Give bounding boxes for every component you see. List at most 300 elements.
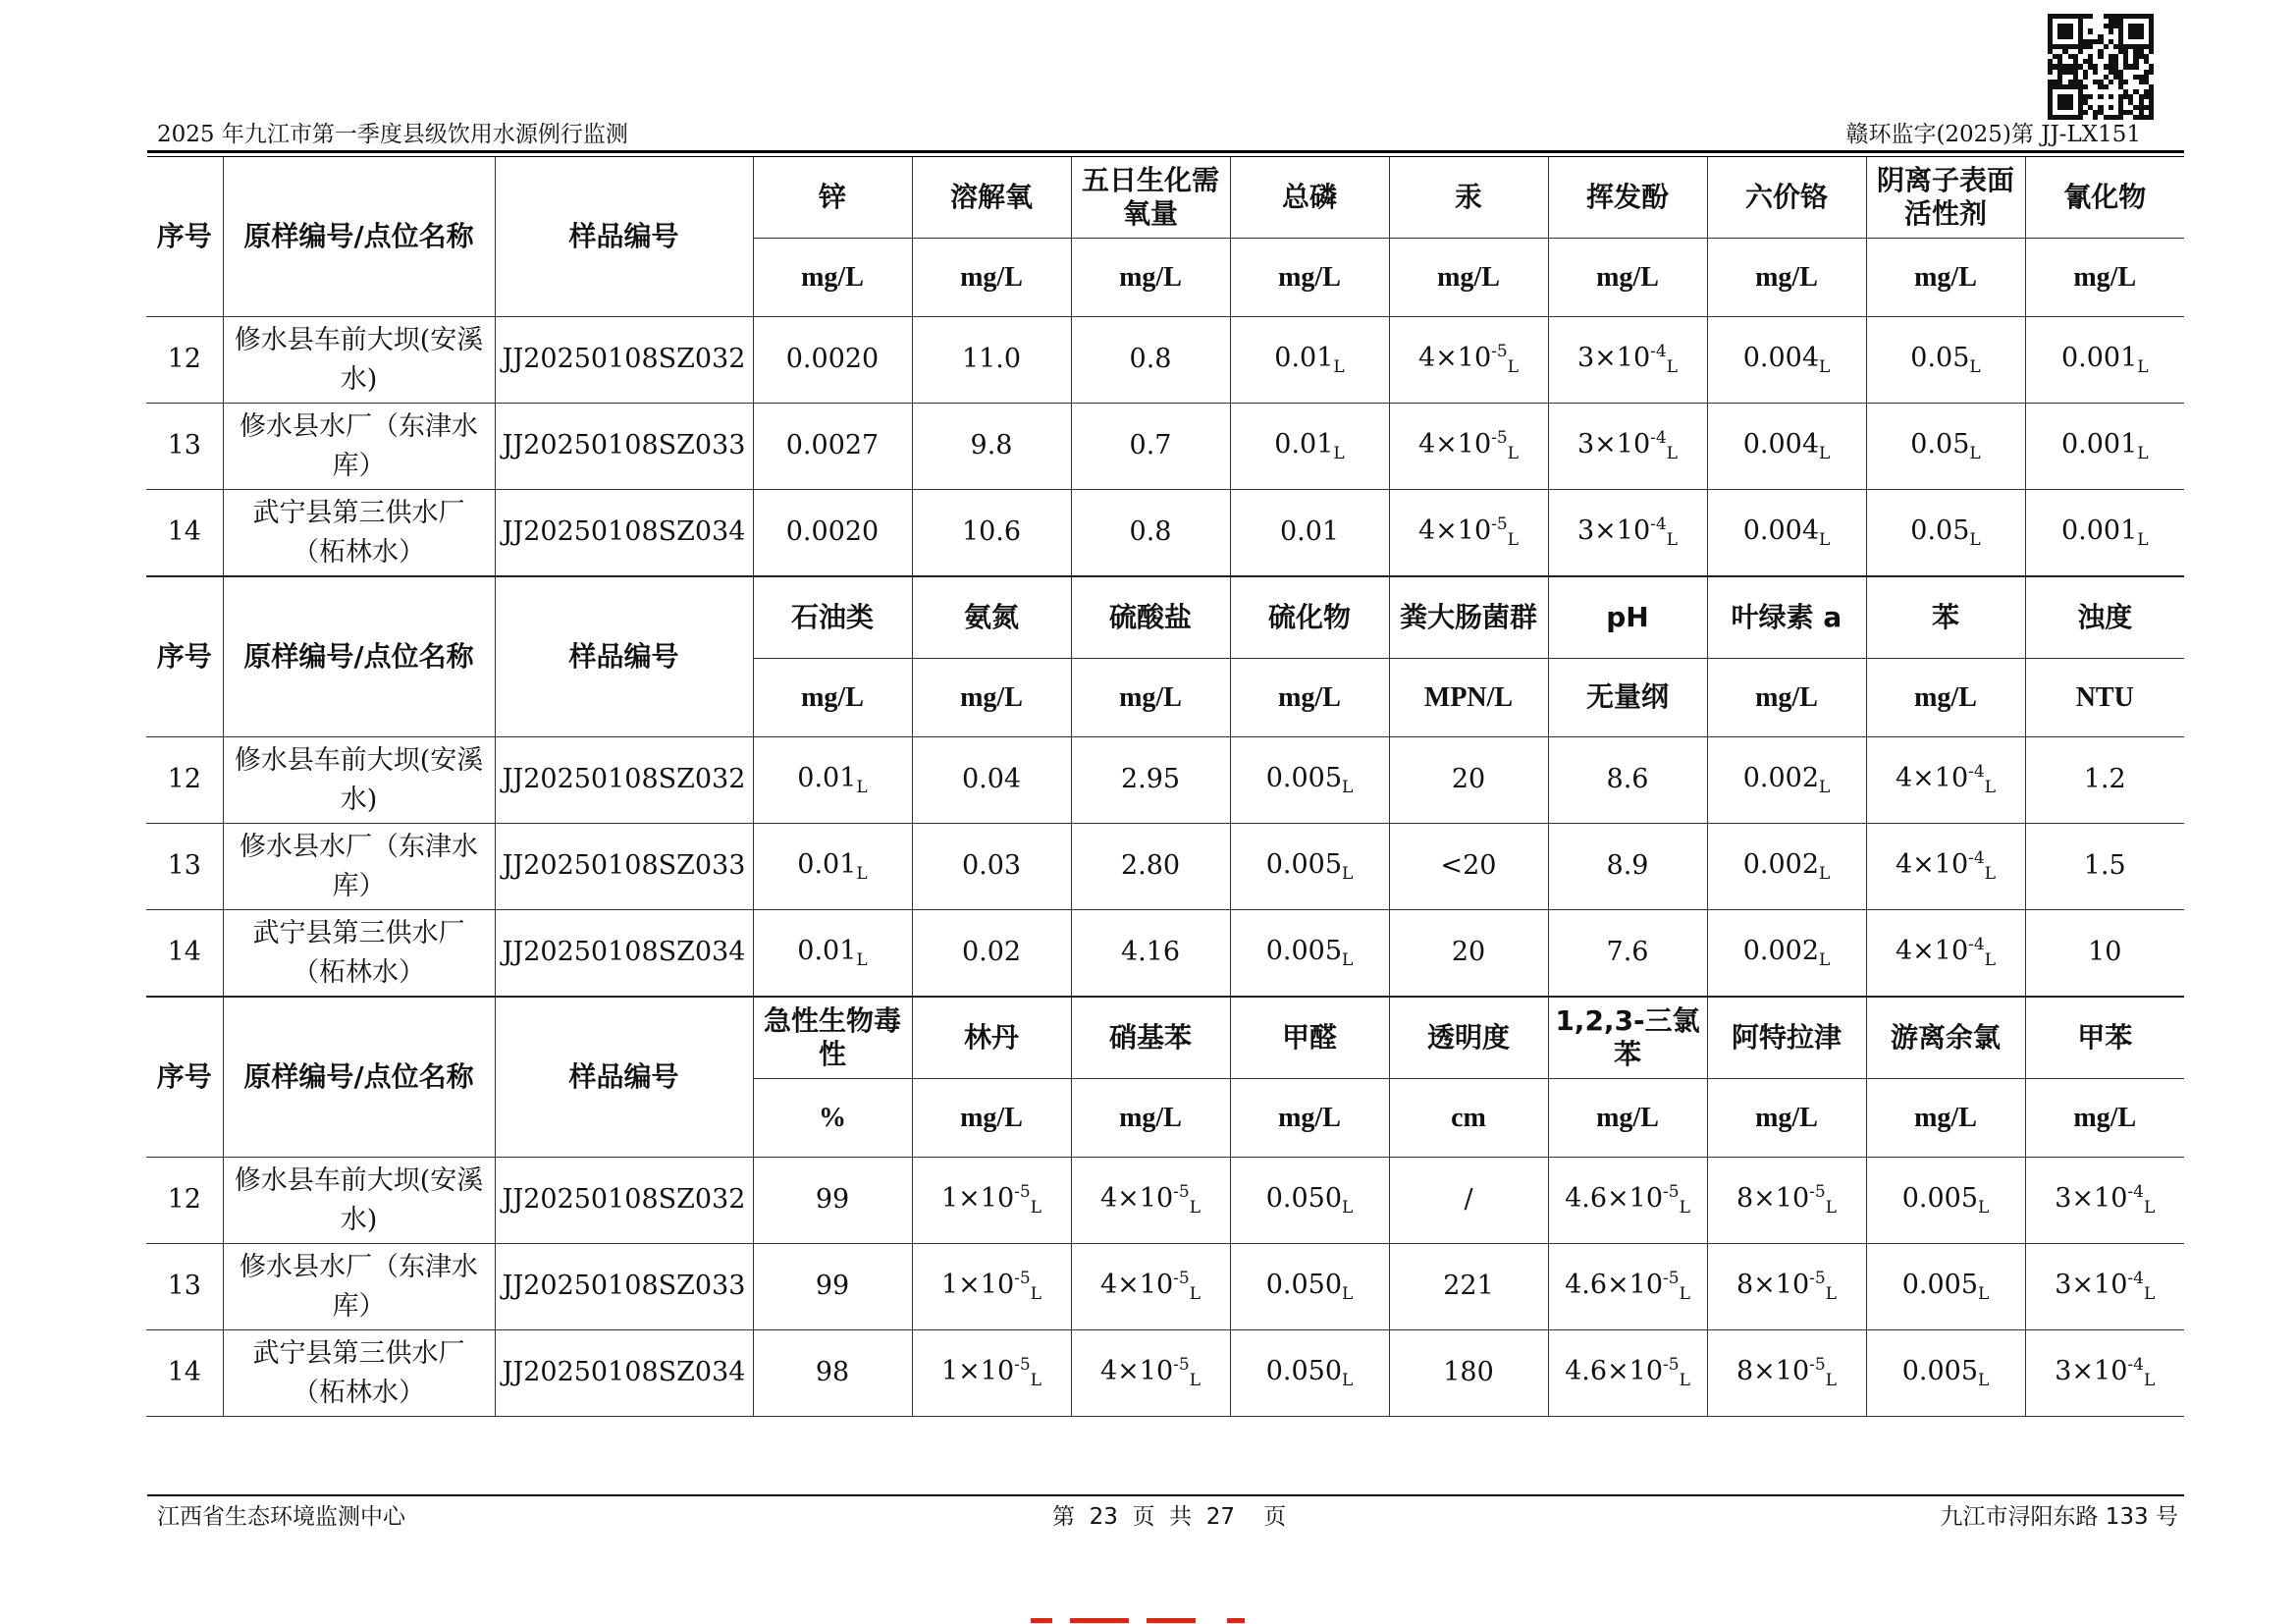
value-number: 4×10 [1895,849,1969,881]
location-cell: 修水县车前大坝(安溪水) [223,317,495,404]
value-number: 4×10 [1895,936,1969,967]
value-cell [1071,1330,1230,1417]
unit-header: mg/L [1707,1079,1866,1158]
location-cell: 武宁县第三供水厂（柘林水） [223,490,495,577]
parameter-header: 粪大肠菌群 [1389,576,1548,659]
value-exponent: -5 [1663,1355,1680,1376]
value-number: 0.005 [1901,1355,1978,1386]
parameter-header: 硝基苯 [1071,997,1230,1079]
value-number: 4×10 [1099,1183,1174,1215]
value-exponent: -5 [1173,1355,1190,1376]
value-cell [1071,490,1230,577]
below-detection-limit-flag: L [1342,863,1354,884]
value-cell [912,1158,1071,1244]
value-number: 0.01 [1274,428,1334,460]
value-cell [912,910,1071,998]
below-detection-limit-flag: L [856,863,868,884]
value-number: 0.002 [1742,762,1819,793]
below-detection-limit-flag: L [1507,357,1520,378]
unit-header: mg/L [753,659,912,737]
value-cell [753,317,912,404]
value-cell [1866,1158,2025,1244]
below-detection-limit-flag: L [1333,356,1345,377]
value-number: 4.6×10 [1565,1270,1664,1301]
value-number: 3×10 [1576,515,1651,547]
value-cell [1866,1244,2025,1330]
value-number: 0.02 [961,937,1022,968]
value-number: 0.002 [1742,935,1819,966]
value-cell [1071,910,1230,998]
value-number: 180 [1443,1357,1494,1388]
seq-cell: 14 [146,1330,223,1417]
value-cell [1866,317,2025,404]
value-number: 4×10 [1417,429,1492,460]
below-detection-limit-flag: L [2143,1198,2156,1218]
value-number: 4×10 [1417,343,1492,374]
unit-header: mg/L [1071,1079,1230,1158]
value-cell [1707,1244,1866,1330]
unit-header: mg/L [1230,1079,1389,1158]
table-header-row [146,997,2184,1079]
value-number: 3×10 [1576,343,1651,374]
value-number: 0.05 [1910,514,1970,546]
sample-id-cell: JJ20250108SZ033 [495,1244,753,1330]
value-number: 3×10 [1576,429,1651,460]
value-number: 1.5 [2083,850,2126,882]
value-exponent: -4 [2127,1269,2144,1289]
below-detection-limit-flag: L [1819,949,1831,970]
value-cell [2025,737,2184,824]
value-number: 4×10 [1099,1356,1174,1387]
table-row [146,317,2184,404]
below-detection-limit-flag: L [1819,356,1831,377]
value-cell [1389,824,1548,910]
below-detection-limit-flag: L [1825,1198,1838,1218]
value-number: 0.004 [1742,428,1819,460]
value-cell [912,1244,1071,1330]
unit-header: mg/L [1071,239,1230,317]
value-cell [753,824,912,910]
sample-id-cell: JJ20250108SZ032 [495,737,753,824]
below-detection-limit-flag: L [1825,1371,1838,1391]
value-cell [1230,490,1389,577]
value-cell [1548,317,1707,404]
location-header: 原样编号/点位名称 [223,576,495,737]
value-cell [912,317,1071,404]
value-number: 0.002 [1742,848,1819,880]
below-detection-limit-flag: L [1679,1198,1690,1218]
value-number: 221 [1443,1271,1494,1302]
value-number: 99 [815,1271,850,1302]
value-number: 4×10 [1099,1270,1174,1301]
value-cell [912,490,1071,577]
below-detection-limit-flag: L [1969,356,1981,377]
value-cell [2025,910,2184,998]
value-number: / [1464,1184,1473,1216]
parameter-header: pH [1548,576,1707,659]
unit-header: mg/L [753,239,912,317]
below-detection-limit-flag: L [1984,864,1997,885]
table-row [146,737,2184,824]
value-cell [2025,1244,2184,1330]
seq-header: 序号 [146,997,223,1158]
unit-header: NTU [2025,659,2184,737]
value-cell [753,490,912,577]
value-number: 99 [815,1184,850,1216]
value-exponent: -5 [1014,1182,1031,1203]
value-number: 7.6 [1606,937,1649,968]
unit-header: 无量纲 [1548,659,1707,737]
unit-header: cm [1389,1079,1548,1158]
value-cell [1707,1330,1866,1417]
value-number: 0.005 [1265,848,1342,880]
value-number: 0.001 [2060,342,2138,373]
value-number: 0.01 [1279,516,1340,548]
value-exponent: -5 [1014,1269,1031,1289]
location-cell: 修水县车前大坝(安溪水) [223,737,495,824]
below-detection-limit-flag: L [1666,530,1679,551]
value-cell [753,1330,912,1417]
location-header: 原样编号/点位名称 [223,997,495,1158]
below-detection-limit-flag: L [1189,1284,1201,1305]
value-exponent: -4 [1650,514,1667,535]
below-detection-limit-flag: L [1507,530,1520,551]
unit-header: % [753,1079,912,1158]
value-exponent: -4 [1650,342,1667,362]
value-cell [1071,737,1230,824]
value-number: 0.005 [1901,1269,1978,1300]
below-detection-limit-flag: L [1030,1198,1042,1218]
report-title: 2025 年九江市第一季度县级饮用水源例行监测 [157,122,628,147]
value-number: 4.6×10 [1565,1356,1664,1387]
value-cell [1071,824,1230,910]
table-row [146,1244,2184,1330]
value-number: 0.01 [797,848,857,880]
unit-header: mg/L [912,239,1071,317]
value-cell [1866,1330,2025,1417]
below-detection-limit-flag: L [1819,443,1831,463]
seq-cell: 14 [146,490,223,577]
value-cell [912,737,1071,824]
below-detection-limit-flag: L [1819,863,1831,884]
value-cell [1389,910,1548,998]
seq-cell: 13 [146,1244,223,1330]
value-exponent: -4 [2127,1182,2144,1203]
unit-header: mg/L [1389,239,1548,317]
unit-header: mg/L [1707,239,1866,317]
parameter-header: 挥发酚 [1548,157,1707,239]
sample-id-header: 样品编号 [495,997,753,1158]
seq-header: 序号 [146,157,223,317]
value-cell [1866,824,2025,910]
value-cell [1230,824,1389,910]
parameter-header: 1,2,3-三氯苯 [1548,997,1707,1079]
table-row [146,824,2184,910]
value-cell [1866,737,2025,824]
value-cell [2025,317,2184,404]
below-detection-limit-flag: L [1342,949,1354,970]
parameter-header: 浊度 [2025,576,2184,659]
unit-header: mg/L [912,1079,1071,1158]
sample-id-header: 样品编号 [495,157,753,317]
value-number: 0.03 [961,850,1022,882]
seq-cell: 13 [146,404,223,490]
value-exponent: -4 [1968,762,1985,783]
below-detection-limit-flag: L [2137,443,2149,463]
value-number: 0.001 [2060,514,2138,546]
value-cell [1389,404,1548,490]
location-cell: 修水县车前大坝(安溪水) [223,1158,495,1244]
value-cell [1707,737,1866,824]
unit-header: mg/L [1707,659,1866,737]
parameter-header: 林丹 [912,997,1071,1079]
red-seal-fragment [1031,1615,1266,1624]
parameter-header: 五日生化需氧量 [1071,157,1230,239]
unit-header: mg/L [1071,659,1230,737]
location-cell: 修水县水厂（东津水库） [223,1244,495,1330]
sample-id-cell: JJ20250108SZ033 [495,824,753,910]
value-cell [753,1158,912,1244]
parameter-header: 透明度 [1389,997,1548,1079]
below-detection-limit-flag: L [2137,356,2149,377]
value-number: 1×10 [940,1270,1015,1301]
value-number: 10 [2088,937,2122,968]
value-cell [1866,910,2025,998]
value-cell [1230,1244,1389,1330]
value-number: 0.8 [1129,344,1172,375]
value-cell [1230,737,1389,824]
value-cell [1866,490,2025,577]
footer-organization: 江西省生态环境监测中心 [157,1504,405,1530]
unit-header: mg/L [2025,239,2184,317]
seq-header: 序号 [146,576,223,737]
below-detection-limit-flag: L [1189,1371,1201,1391]
parameter-header: 锌 [753,157,912,239]
value-number: 0.0020 [785,344,880,375]
value-cell [1707,1158,1866,1244]
value-number: 3×10 [2055,1183,2128,1215]
value-number: 10.6 [961,516,1022,548]
unit-header: mg/L [1548,239,1707,317]
sample-id-cell: JJ20250108SZ032 [495,317,753,404]
below-detection-limit-flag: L [1825,1284,1838,1305]
report-number: 赣环监字(2025)第 JJ-LX151 [1845,122,2141,147]
value-number: 20 [1451,937,1486,968]
below-detection-limit-flag: L [1819,529,1831,550]
value-number: 11.0 [961,344,1022,375]
value-number: 0.0027 [785,430,880,461]
below-detection-limit-flag: L [2143,1284,2156,1305]
value-cell [1230,317,1389,404]
sample-id-header: 样品编号 [495,576,753,737]
footer-divider [147,1494,2184,1496]
parameter-header: 溶解氧 [912,157,1071,239]
table-header-row [146,576,2184,659]
value-cell [1707,490,1866,577]
sample-id-cell: JJ20250108SZ034 [495,910,753,998]
below-detection-limit-flag: L [1978,1370,1990,1390]
below-detection-limit-flag: L [1342,1370,1354,1390]
parameter-header: 六价铬 [1707,157,1866,239]
sample-id-cell: JJ20250108SZ032 [495,1158,753,1244]
location-cell: 修水县水厂（东津水库） [223,824,495,910]
value-number: 8.6 [1606,764,1649,795]
value-number: 0.004 [1742,514,1819,546]
unit-header: MPN/L [1389,659,1548,737]
parameter-header: 阿特拉津 [1707,997,1866,1079]
sample-id-cell: JJ20250108SZ034 [495,490,753,577]
value-cell [1071,404,1230,490]
value-exponent: -5 [1173,1269,1190,1289]
value-exponent: -5 [1491,514,1508,535]
value-number: 0.01 [797,935,857,966]
below-detection-limit-flag: L [1507,444,1520,464]
value-cell [1071,1244,1230,1330]
value-number: 8×10 [1735,1183,1810,1215]
value-number: 0.05 [1910,342,1970,373]
value-number: 0.005 [1265,935,1342,966]
table-row [146,910,2184,998]
below-detection-limit-flag: L [1189,1198,1201,1218]
parameter-header: 总磷 [1230,157,1389,239]
value-cell [1389,1158,1548,1244]
unit-header: mg/L [1548,1079,1707,1158]
value-cell [753,404,912,490]
value-number: 0.7 [1129,430,1172,461]
value-number: 0.01 [797,762,857,793]
value-exponent: -5 [1663,1182,1680,1203]
value-exponent: -4 [1968,848,1985,869]
value-cell [2025,824,2184,910]
location-cell: 武宁县第三供水厂（柘林水） [223,1330,495,1417]
footer-page-number: 第 23 页 共 27 页 [1052,1504,1287,1530]
value-cell [753,737,912,824]
below-detection-limit-flag: L [1666,357,1679,378]
value-number: 3×10 [2055,1270,2128,1301]
value-cell [1230,1158,1389,1244]
value-number: 4.16 [1120,937,1181,968]
value-number: 4.6×10 [1565,1183,1664,1215]
parameter-header: 石油类 [753,576,912,659]
parameter-header: 阴离子表面活性剂 [1866,157,2025,239]
seq-cell: 13 [146,824,223,910]
below-detection-limit-flag: L [1342,1283,1354,1304]
value-number: 1.2 [2083,764,2126,795]
value-exponent: -5 [1809,1182,1826,1203]
unit-header: mg/L [1866,239,2025,317]
table-row [146,1330,2184,1417]
unit-header: mg/L [1866,1079,2025,1158]
below-detection-limit-flag: L [1984,950,1997,971]
value-cell [1707,317,1866,404]
qr-code-icon [2048,14,2154,120]
value-cell [1389,737,1548,824]
location-cell: 武宁县第三供水厂（柘林水） [223,910,495,998]
value-number: 0.050 [1265,1182,1342,1214]
value-cell [1389,490,1548,577]
below-detection-limit-flag: L [1969,529,1981,550]
value-exponent: -5 [1663,1269,1680,1289]
table-row [146,404,2184,490]
below-detection-limit-flag: L [1030,1284,1042,1305]
seq-cell: 14 [146,910,223,998]
parameter-header: 苯 [1866,576,2025,659]
value-cell [1866,404,2025,490]
below-detection-limit-flag: L [1819,777,1831,797]
value-number: 9.8 [970,430,1013,461]
location-cell: 修水县水厂（东津水库） [223,404,495,490]
value-number: 8×10 [1735,1270,1810,1301]
value-number: 0.004 [1742,342,1819,373]
below-detection-limit-flag: L [2137,529,2149,550]
below-detection-limit-flag: L [856,949,868,970]
value-cell [2025,1158,2184,1244]
below-detection-limit-flag: L [1333,443,1345,463]
value-number: 0.01 [1274,342,1334,373]
table-row [146,1158,2184,1244]
value-cell [1707,910,1866,998]
value-exponent: -5 [1491,428,1508,449]
value-cell [1548,824,1707,910]
value-number: 0.005 [1901,1182,1978,1214]
value-cell [2025,490,2184,577]
below-detection-limit-flag: L [1679,1284,1690,1305]
unit-header: mg/L [1230,239,1389,317]
value-number: 0.05 [1910,428,1970,460]
value-cell [1230,1330,1389,1417]
value-exponent: -5 [1491,342,1508,362]
value-cell [1548,1158,1707,1244]
below-detection-limit-flag: L [1984,778,1997,798]
value-number: 4×10 [1895,763,1969,794]
value-number: 0.04 [961,764,1022,795]
value-cell [1071,1158,1230,1244]
below-detection-limit-flag: L [1342,1197,1354,1218]
value-number: 0.001 [2060,428,2138,460]
value-cell [1389,317,1548,404]
parameter-header: 游离余氯 [1866,997,2025,1079]
value-exponent: -4 [2127,1355,2144,1376]
value-cell [1548,1330,1707,1417]
value-number: 98 [815,1357,850,1388]
value-number: 8×10 [1735,1356,1810,1387]
parameter-header: 氨氮 [912,576,1071,659]
value-number: 8.9 [1606,850,1649,882]
unit-header: mg/L [2025,1079,2184,1158]
value-exponent: -5 [1809,1355,1826,1376]
value-cell [1389,1330,1548,1417]
value-exponent: -4 [1650,428,1667,449]
value-number: 0.005 [1265,762,1342,793]
value-cell [2025,404,2184,490]
unit-header: mg/L [912,659,1071,737]
value-number: 2.95 [1120,764,1181,795]
parameter-header: 甲苯 [2025,997,2184,1079]
unit-header: mg/L [1866,659,2025,737]
value-number: 3×10 [2055,1356,2128,1387]
sample-id-cell: JJ20250108SZ034 [495,1330,753,1417]
below-detection-limit-flag: L [1342,777,1354,797]
value-cell [1548,910,1707,998]
value-number: 0.0020 [785,516,880,548]
sample-id-cell: JJ20250108SZ033 [495,404,753,490]
value-number: 20 [1451,764,1486,795]
value-cell [1707,824,1866,910]
value-cell [1548,737,1707,824]
parameter-header: 氰化物 [2025,157,2184,239]
value-cell [1071,317,1230,404]
footer-address: 九江市浔阳东路 133 号 [1940,1504,2178,1530]
